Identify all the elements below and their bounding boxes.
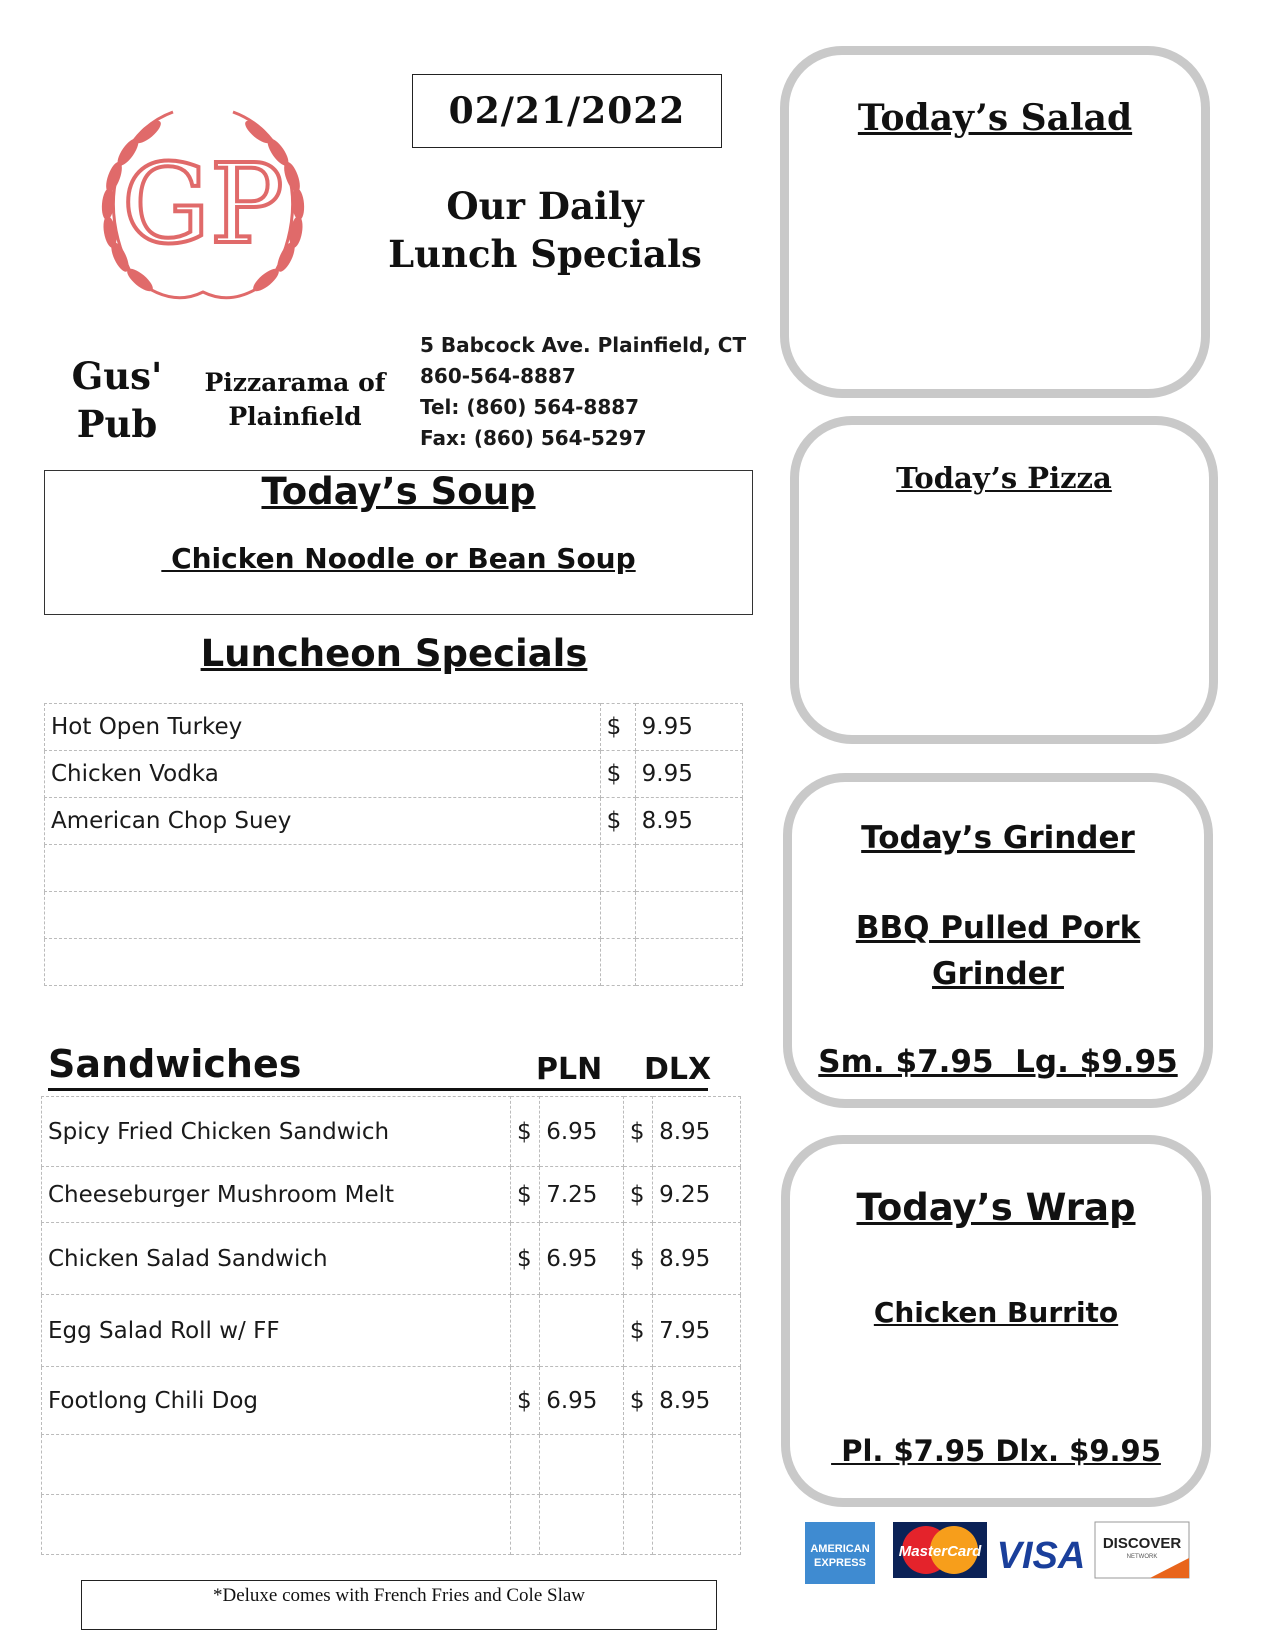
item-name [45,892,601,939]
svg-text:AMERICAN: AMERICAN [810,1543,870,1555]
tel-text: Tel: (860) 564-8887 [420,395,640,419]
item-name [42,1435,511,1495]
item-name: Hot Open Turkey [45,704,601,751]
item-name [42,1495,511,1555]
plain-currency-sign: $ [510,1223,539,1295]
contact-info [420,330,746,454]
sandwich-row [42,1097,741,1167]
luncheon-row [45,845,743,892]
pizza-title: Today’s Pizza [896,461,1112,495]
soup-item: Chicken Noodle or Bean Soup [161,542,636,575]
deluxe-price: 7.95 [653,1295,741,1367]
phone-text: 860-564-8887 [420,364,576,388]
deluxe-currency-sign: $ [623,1295,652,1367]
deluxe-currency-sign [623,1435,652,1495]
salad-title: Today’s Salad [857,97,1133,139]
item-price: 8.95 [635,798,742,845]
grinder-item-line-2: Grinder [932,956,1064,992]
item-name: Chicken Vodka [45,751,601,798]
svg-text:MasterCard: MasterCard [898,1543,982,1560]
item-price: 9.95 [635,751,742,798]
wrap-item: Chicken Burrito [873,1296,1119,1329]
page-title [370,182,720,278]
deluxe-price: 9.25 [653,1167,741,1223]
date-text: 02/21/2022 [448,90,686,132]
deluxe-currency-sign: $ [623,1167,652,1223]
plain-currency-sign: $ [510,1167,539,1223]
deluxe-price: 8.95 [653,1097,741,1167]
deluxe-currency-sign [623,1495,652,1555]
luncheon-title: Luncheon Specials [200,632,588,675]
amex-card-icon [805,1522,875,1584]
luncheon-table [44,703,743,986]
luncheon-row [45,798,743,845]
item-name: Footlong Chili Dog [42,1367,511,1435]
grinder-price: Sm. $7.95 Lg. $9.95 [818,1044,1178,1080]
sandwich-row [42,1367,741,1435]
sandwich-row [42,1495,741,1555]
plain-currency-sign [510,1295,539,1367]
item-name: Chicken Salad Sandwich [42,1223,511,1295]
luncheon-row [45,751,743,798]
fax-text: Fax: (860) 564-5297 [420,426,647,450]
plain-currency-sign: $ [510,1367,539,1435]
salad-box [780,46,1210,398]
currency-sign [600,845,635,892]
luncheon-row [45,892,743,939]
wrap-title: Today’s Wrap [856,1186,1136,1229]
deluxe-price [653,1495,741,1555]
plain-currency-sign: $ [510,1097,539,1167]
luncheon-row [45,939,743,986]
sub-brand-line-1: Pizzarama of [204,368,386,397]
mastercard-icon [893,1522,987,1578]
currency-sign: $ [600,751,635,798]
item-name [45,939,601,986]
plain-currency-sign [510,1495,539,1555]
currency-sign [600,892,635,939]
wrap-box [781,1135,1211,1507]
grinder-item-line-1: BBQ Pulled Pork [855,910,1141,946]
deluxe-currency-sign: $ [623,1367,652,1435]
plain-price [540,1435,624,1495]
deluxe-note: *Deluxe comes with French Fries and Cole Slaw [81,1580,717,1630]
title-line-1: Our Daily [446,184,644,228]
svg-text:NETWORK: NETWORK [1126,1554,1158,1560]
plain-column-header: PLN [536,1052,603,1087]
svg-text:EXPRESS: EXPRESS [814,1557,866,1569]
sandwich-row [42,1295,741,1367]
visa-card-icon [997,1535,1086,1577]
deluxe-currency-sign: $ [623,1097,652,1167]
plain-currency-sign [510,1435,539,1495]
accepted-cards [805,1518,1195,1584]
sandwich-row [42,1223,741,1295]
brand-line-1: Gus' [71,354,163,398]
deluxe-column-header: DLX [644,1052,712,1087]
item-name: Spicy Fried Chicken Sandwich [42,1097,511,1167]
item-price [635,892,742,939]
item-name: American Chop Suey [45,798,601,845]
address-text: 5 Babcock Ave. Plainfield, CT [420,333,747,357]
item-name [45,845,601,892]
deluxe-price: 8.95 [653,1367,741,1435]
sub-brand-line-2: Plainfield [228,402,362,431]
item-price [635,939,742,986]
sub-brand-name [190,366,400,434]
plain-price [540,1295,624,1367]
plain-price: 6.95 [540,1223,624,1295]
sandwich-row [42,1435,741,1495]
grinder-box [783,773,1213,1108]
plain-price: 6.95 [540,1367,624,1435]
svg-text:GP: GP [122,140,284,268]
restaurant-logo [78,92,328,322]
brand-line-2: Pub [76,402,158,446]
laurel-wreath-logo-icon [78,92,328,322]
currency-sign: $ [600,798,635,845]
svg-text:VISA: VISA [996,1535,1086,1577]
menu-date [412,74,722,148]
svg-text:DISCOVER: DISCOVER [1102,1535,1182,1552]
grinder-title: Today’s Grinder [861,820,1135,856]
item-name: Egg Salad Roll w/ FF [42,1295,511,1367]
deluxe-price [653,1435,741,1495]
plain-price [540,1495,624,1555]
pizza-box [790,416,1218,744]
luncheon-row [45,704,743,751]
brand-name [62,352,172,448]
soup-title: Today’s Soup [261,470,536,513]
item-price: 9.95 [635,704,742,751]
sandwich-row [42,1167,741,1223]
currency-sign [600,939,635,986]
sandwiches-table [41,1096,741,1555]
item-name: Cheeseburger Mushroom Melt [42,1167,511,1223]
wrap-price: Pl. $7.95 Dlx. $9.95 [831,1434,1161,1468]
currency-sign: $ [600,704,635,751]
title-line-2: Lunch Specials [388,232,702,276]
deluxe-price: 8.95 [653,1223,741,1295]
item-price [635,845,742,892]
sandwiches-title: Sandwiches [48,1042,302,1086]
plain-price: 6.95 [540,1097,624,1167]
deluxe-currency-sign: $ [623,1223,652,1295]
discover-card-icon [1095,1522,1189,1578]
plain-price: 7.25 [540,1167,624,1223]
